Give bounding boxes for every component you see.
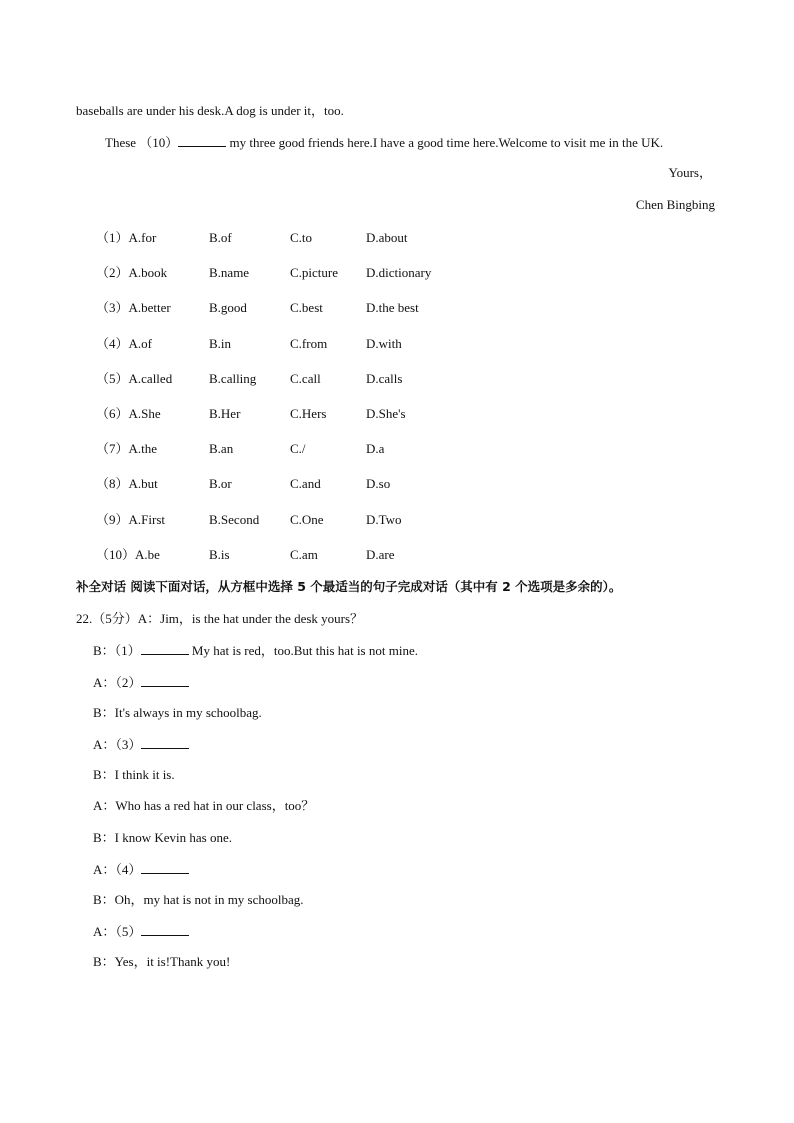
option-d: D.Two xyxy=(366,512,402,527)
option-a xyxy=(96,512,165,528)
letter-closing: Yours， xyxy=(668,165,712,180)
dialogue-text: B：Yes，it is!Thank you! xyxy=(93,954,231,969)
letter-line-1: baseballs are under his desk.A dog is under it，too. xyxy=(76,103,344,118)
option-a xyxy=(96,441,157,457)
option-b: B.calling xyxy=(209,371,257,386)
option-number: （2） xyxy=(96,265,129,280)
option-a xyxy=(96,230,156,246)
dialogue-line xyxy=(93,767,175,783)
dialogue-text: B：（1） xyxy=(93,643,141,658)
option-a-text: A.but xyxy=(128,476,158,491)
option-b: B.Second xyxy=(209,512,260,527)
option-b: B.an xyxy=(209,441,234,456)
option-number: （10） xyxy=(96,547,136,562)
option-d: D.are xyxy=(366,547,395,562)
option-a xyxy=(96,371,172,387)
option-c: C.and xyxy=(290,476,321,491)
option-b: B.of xyxy=(209,230,232,245)
dialogue-line xyxy=(93,705,262,721)
option-d: D.the best xyxy=(366,300,419,315)
answer-blank-10 xyxy=(178,134,226,147)
option-c: C.to xyxy=(290,230,313,245)
option-d: D.about xyxy=(366,230,408,245)
option-a-text: A.book xyxy=(128,265,168,280)
dialogue-text: A：Who has a red hat in our class，too？ xyxy=(93,798,315,813)
option-d: D.a xyxy=(366,441,385,456)
option-c: C.am xyxy=(290,547,318,562)
option-c: C.call xyxy=(290,371,321,386)
option-c: C./ xyxy=(290,441,306,456)
answer-blank xyxy=(141,642,189,655)
option-number: （4） xyxy=(96,336,129,351)
option-a xyxy=(96,406,161,422)
dialogue-line xyxy=(93,798,314,814)
option-d: D.dictionary xyxy=(366,265,432,280)
option-a xyxy=(96,300,171,316)
dialogue-text: A：（2） xyxy=(93,675,142,690)
option-number: （1） xyxy=(96,230,129,245)
dialogue-text: B：It's always in my schoolbag. xyxy=(93,705,262,720)
option-d: D.with xyxy=(366,336,402,351)
option-number: （9） xyxy=(96,512,129,527)
dialogue-text: A：（3） xyxy=(93,737,142,752)
dialogue-text: A：（5） xyxy=(93,924,142,939)
dialogue-line xyxy=(93,923,189,940)
option-b: B.in xyxy=(209,336,232,351)
option-d: D.calls xyxy=(366,371,403,386)
option-d: D.so xyxy=(366,476,391,491)
option-c: C.picture xyxy=(290,265,339,280)
option-b: B.Her xyxy=(209,406,241,421)
letter-line-2 xyxy=(105,134,663,151)
option-number: （7） xyxy=(96,441,129,456)
dialogue-text: B：I know Kevin has one. xyxy=(93,830,233,845)
option-a xyxy=(96,547,160,563)
option-number: （5） xyxy=(96,371,129,386)
answer-blank xyxy=(141,861,189,874)
dialogue-line xyxy=(93,954,230,970)
option-d: D.She's xyxy=(366,406,406,421)
dialogue-line xyxy=(93,642,418,659)
option-a xyxy=(96,336,152,352)
option-c: C.best xyxy=(290,300,323,315)
dialogue-line xyxy=(93,674,189,691)
option-c: C.One xyxy=(290,512,324,527)
option-c: C.Hers xyxy=(290,406,327,421)
option-a xyxy=(96,476,158,492)
dialogue-line xyxy=(93,892,304,908)
option-a xyxy=(96,265,167,281)
answer-blank xyxy=(141,674,189,687)
section-heading: 补全对话 阅读下面对话，从方框中选择 5 个最适当的句子完成对话（其中有 2 个选项是多余的）。 xyxy=(76,579,622,594)
option-number: （8） xyxy=(96,476,129,491)
option-a-text: A.of xyxy=(128,336,152,351)
letter-line-2-end: my three good friends here.I have a good time here.Welcome to visit me in the UK. xyxy=(226,135,664,150)
dialogue-text: B：Oh，my hat is not in my schoolbag. xyxy=(93,892,304,907)
letter-line-2-start: These （10） xyxy=(105,135,179,150)
option-b: B.or xyxy=(209,476,232,491)
question-22-header: 22.（5分）A：Jim，is the hat under the desk yours？ xyxy=(76,611,364,626)
answer-blank xyxy=(141,736,189,749)
option-a-text: A.called xyxy=(128,371,173,386)
option-a-text: A.She xyxy=(128,406,161,421)
option-a-text: A.for xyxy=(128,230,157,245)
option-number: （3） xyxy=(96,300,129,315)
option-a-text: A.better xyxy=(128,300,171,315)
dialogue-text: B：I think it is. xyxy=(93,767,175,782)
option-b: B.is xyxy=(209,547,230,562)
option-c: C.from xyxy=(290,336,328,351)
dialogue-text: A：（4） xyxy=(93,862,142,877)
option-b: B.good xyxy=(209,300,247,315)
option-a-text: A.the xyxy=(128,441,158,456)
dialogue-line xyxy=(93,736,189,753)
option-number: （6） xyxy=(96,406,129,421)
answer-blank xyxy=(141,923,189,936)
dialogue-text-after-blank: My hat is red，too.But this hat is not mine. xyxy=(188,643,418,658)
option-a-text: A.be xyxy=(135,547,160,562)
dialogue-line xyxy=(93,861,189,878)
dialogue-line xyxy=(93,830,232,846)
option-b: B.name xyxy=(209,265,250,280)
option-a-text: A.First xyxy=(128,512,165,527)
letter-signature: Chen Bingbing xyxy=(635,197,715,212)
